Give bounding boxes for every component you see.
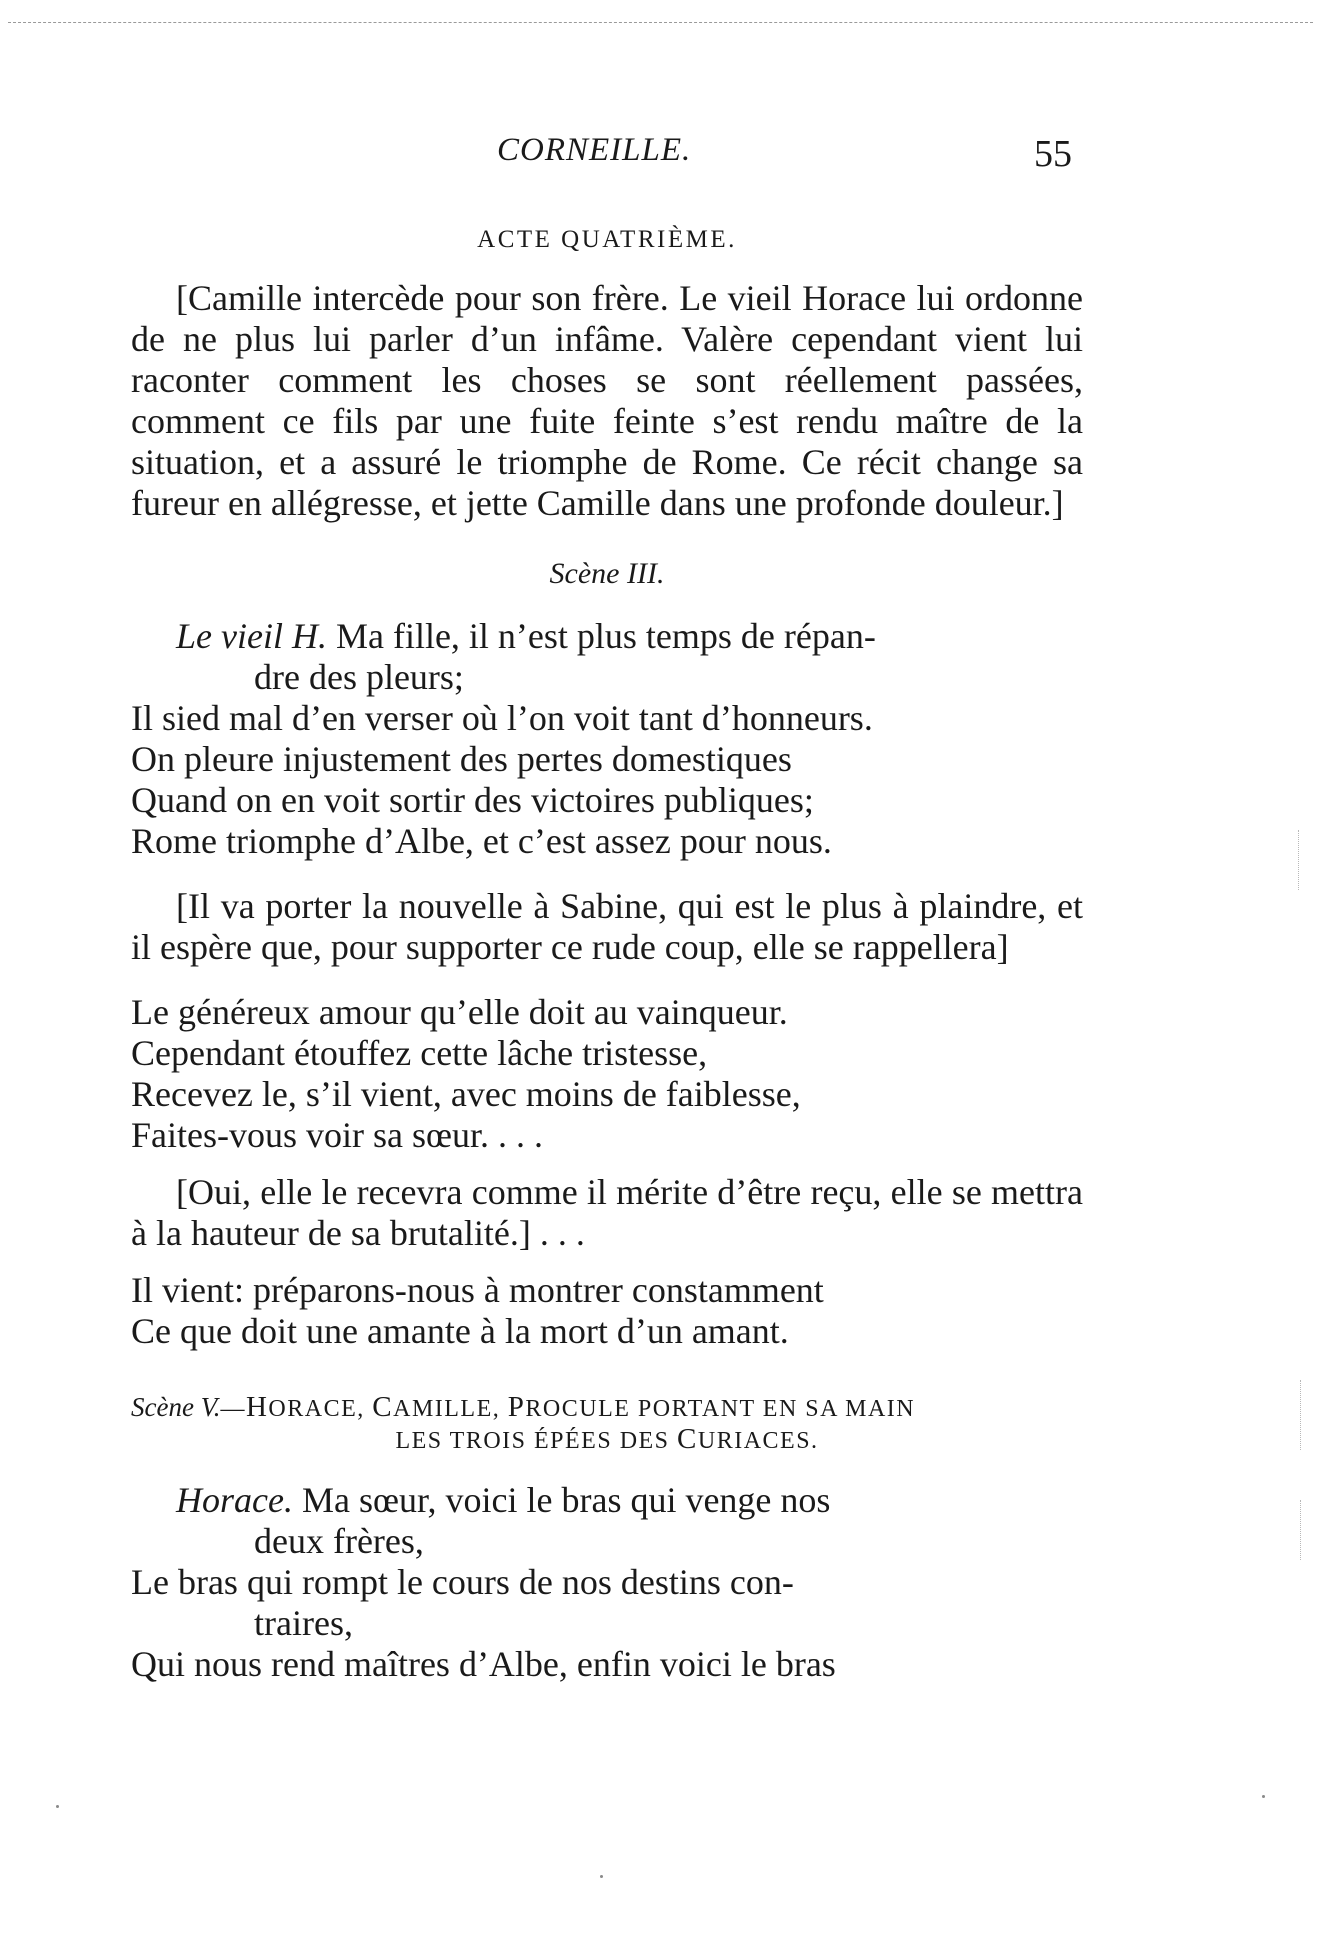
small-cap-initial: P: [507, 1391, 526, 1423]
margin-mark: [1298, 830, 1299, 890]
small-cap-initial: C: [372, 1391, 394, 1423]
verse-line: Le généreux amour qu’elle doit au vainqueur.: [131, 992, 788, 1032]
verse-line: Quand on en voit sortir des victoires publiques;: [131, 780, 814, 820]
scene-v-heading: [131, 1392, 1083, 1424]
scene-iii-first-line: [131, 616, 1083, 657]
verse-line: Recevez le, s’il vient, avec moins de faiblesse,: [131, 1074, 801, 1114]
margin-mark: [1300, 1500, 1301, 1560]
verse-line: Rome triomphe d’Albe, et c’est assez pour nous.: [131, 821, 832, 861]
act-heading: ACTE QUATRIÈME.: [477, 226, 737, 253]
verse-line: Il sied mal d’en verser où l’on voit tant d’honneurs.: [131, 698, 873, 738]
verse-line: Faites-vous voir sa sœur. . . .: [131, 1115, 543, 1155]
bracket-paragraph: [Il va porter la nouvelle à Sabine, qui est le plus à plaindre, et il espère que, pour supporter ce rude coup, elle se rappellera]: [131, 886, 1083, 967]
page-number: 55: [1034, 133, 1072, 175]
scene-v-heading-line2: [131, 1424, 1083, 1456]
text-column: [131, 220, 1083, 1685]
small-cap-initial: H: [245, 1391, 269, 1423]
running-header-title: CORNEILLE.: [497, 132, 692, 168]
heading-part: AMILLE,: [393, 1396, 508, 1422]
small-cap-initial: C: [677, 1423, 698, 1455]
heading-part: ROCULE PORTANT EN SA MAIN: [525, 1396, 916, 1422]
first-line-text: Ma sœur, voici le bras qui venge nos: [292, 1480, 831, 1520]
heading-part: URIACES.: [697, 1428, 819, 1454]
verse-line: Qui nous rend maîtres d’Albe, enfin voici le bras: [131, 1644, 836, 1684]
verse-line: Il vient: préparons-nous à montrer constamment: [131, 1270, 824, 1310]
verse-line: Le bras qui rompt le cours de nos destins con-: [131, 1562, 794, 1602]
scene-v-dash: —: [220, 1396, 246, 1422]
verse-continuation: traires,: [254, 1603, 353, 1643]
paper-speck: [1262, 1795, 1265, 1798]
verse-line: On pleure injustement des pertes domestiques: [131, 739, 792, 779]
scene-v-label: Scène V.: [131, 1392, 221, 1422]
margin-mark: [1300, 1380, 1301, 1450]
first-line-text: Ma fille, il n’est plus temps de répan-: [326, 616, 876, 656]
verse-line: Ce que doit une amante à la mort d’un amant.: [131, 1311, 789, 1351]
scene-iii-heading: Scène III.: [549, 557, 665, 590]
paper-speck: [56, 1805, 59, 1808]
heading-part: LES TROIS ÉPÉES DES: [395, 1428, 678, 1454]
speaker-horace: Horace.: [176, 1480, 293, 1520]
verse-line: Cependant étouffez cette lâche tristesse,: [131, 1033, 708, 1073]
first-line-continuation: deux frères,: [254, 1521, 424, 1561]
top-edge-rule: [8, 22, 1313, 23]
first-line-continuation: dre des pleurs;: [254, 657, 464, 697]
heading-part: ORACE,: [268, 1396, 373, 1422]
intro-paragraph: [Camille intercède pour son frère. Le vieil Horace lui ordonne de ne plus lui parler d’un infâme. Valère cependant vient lui raconter comment les choses se sont réellement passées, comment ce fils par une fuite feinte s’est rendu maître de la situation, et a assuré le triomphe de Rome. Ce récit change sa fureur en allégresse, et jette Camille dans une profonde douleur.]: [131, 278, 1083, 523]
paper-speck: [600, 1875, 603, 1878]
speaker-le-vieil-h: Le vieil H.: [176, 616, 327, 656]
bracket-paragraph-2: [Oui, elle le recevra comme il mérite d’être reçu, elle se mettra à la hauteur de sa brutalité.] . . .: [131, 1172, 1083, 1253]
scene-v-first-line: [131, 1480, 1083, 1521]
